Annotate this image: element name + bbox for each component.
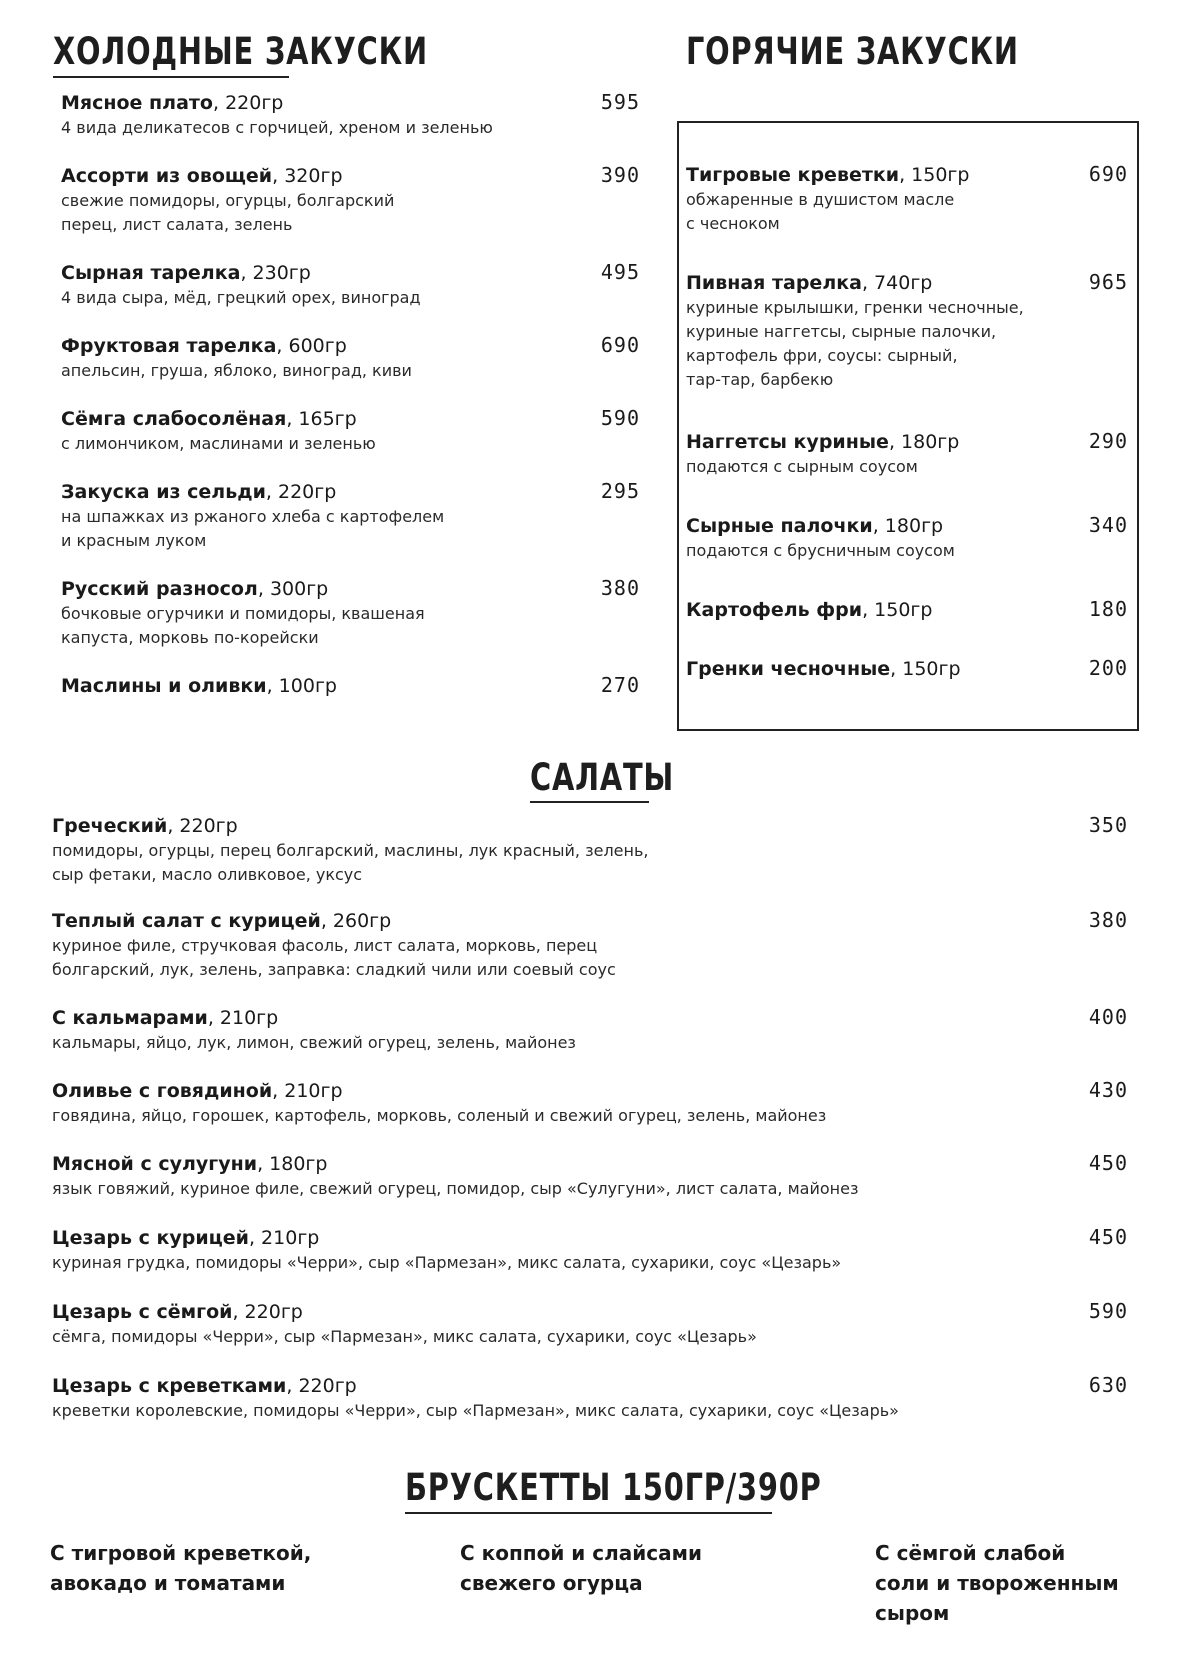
- bruschetta-item-line: сыром: [875, 1601, 950, 1625]
- menu-item-description: подаются с брусничным соусом: [686, 541, 955, 560]
- cold-menu-item: [61, 407, 376, 456]
- menu-item-description: подаются с сырным соусом: [686, 457, 918, 476]
- menu-item-description: апельсин, груша, яблоко, виноград, киви: [61, 361, 412, 380]
- bruschetta-item: [50, 1538, 311, 1598]
- menu-item-description: сёмга, помидоры «Черри», сыр «Пармезан», микс салата, сухарики, соус «Цезарь»: [52, 1327, 757, 1346]
- menu-item-description: картофель фри, соусы: сырный,: [686, 346, 958, 365]
- menu-item-name: Сырные палочки: [686, 515, 873, 537]
- menu-item-name: Греческий: [52, 815, 168, 837]
- cold-menu-item: [61, 164, 394, 237]
- bruschetta-item-line: С сёмгой слабой: [875, 1541, 1066, 1565]
- menu-item-description: куриное филе, стручковая фасоль, лист салата, морковь, перец: [52, 936, 598, 955]
- menu-item-name: Оливье с говядиной: [52, 1080, 273, 1102]
- menu-item-description: куриная грудка, помидоры «Черри», сыр «Пармезан», микс салата, сухарики, соус «Цезарь»: [52, 1253, 842, 1272]
- menu-item-name: Сёмга слабосолёная: [61, 408, 287, 430]
- menu-item-price: 295: [600, 479, 640, 503]
- menu-item-weight: , 180гр: [257, 1153, 328, 1175]
- menu-item-description: обжаренные в душистом масле: [686, 190, 955, 209]
- menu-item-price: 595: [600, 90, 640, 114]
- menu-item-price: 380: [600, 576, 640, 600]
- cold-menu-item: [61, 674, 337, 699]
- menu-item-title: [52, 909, 616, 934]
- menu-item-price: 180: [1088, 597, 1128, 621]
- salads-menu-item: [52, 1079, 826, 1128]
- bruschetta-item-line: С тигровой креветкой,: [50, 1541, 312, 1565]
- menu-item-price: 690: [1088, 162, 1128, 186]
- salads-menu-item: [52, 1300, 757, 1349]
- menu-item-description: и красным луком: [61, 531, 207, 550]
- menu-item-description: с чесноком: [686, 214, 780, 233]
- salads-menu-item: [52, 1226, 841, 1275]
- cold-heading-underline: [53, 76, 289, 78]
- menu-item-description: тар-тар, барбекю: [686, 370, 834, 389]
- menu-item-name: Цезарь с креветками: [52, 1375, 287, 1397]
- menu-item-name: Гренки чесночные: [686, 658, 891, 680]
- bruschetta-heading-underline: [405, 1512, 772, 1514]
- menu-item-weight: , 210гр: [272, 1080, 343, 1102]
- menu-item-title: [61, 261, 421, 286]
- cold-menu-item: [61, 577, 425, 650]
- cold-menu-item: [61, 91, 493, 140]
- menu-item-name: Русский разносол: [61, 578, 258, 600]
- salads-heading: САЛАТЫ: [530, 756, 675, 799]
- menu-item-weight: , 210гр: [248, 1227, 320, 1249]
- menu-item-name: Закуска из сельди: [61, 481, 266, 503]
- menu-item-price: 965: [1088, 270, 1128, 294]
- menu-item-weight: , 150гр: [899, 164, 970, 186]
- menu-item-price: 270: [600, 673, 640, 697]
- menu-item-name: Мясное плато: [61, 92, 213, 114]
- cold-heading: ХОЛОДНЫЕ ЗАКУСКИ: [53, 30, 428, 73]
- menu-item-description: с лимончиком, маслинами и зеленью: [61, 434, 376, 453]
- menu-item-description: язык говяжий, куриное филе, свежий огурец, помидор, сыр «Сулугуни», лист салата, майонез: [52, 1179, 859, 1198]
- menu-item-weight: , 320гр: [272, 165, 343, 187]
- menu-item-name: Ассорти из овощей: [61, 165, 273, 187]
- menu-item-weight: , 740гр: [861, 272, 933, 294]
- menu-item-description: на шпажках из ржаного хлеба с картофелем: [61, 507, 445, 526]
- hot-heading: ГОРЯЧИЕ ЗАКУСКИ: [686, 30, 1019, 73]
- salads-menu-item: [52, 814, 649, 887]
- menu-item-title: [52, 1226, 841, 1251]
- menu-item-title: [61, 91, 493, 116]
- menu-item-name: С кальмарами: [52, 1007, 208, 1029]
- bruschetta-heading: БРУСКЕТТЫ 150ГР/390Р: [405, 1466, 822, 1509]
- menu-item-title: [61, 674, 337, 699]
- menu-item-title: [686, 514, 955, 539]
- menu-item-weight: , 220гр: [232, 1301, 303, 1323]
- menu-item-weight: , 210гр: [207, 1007, 279, 1029]
- menu-item-title: [686, 271, 1024, 296]
- menu-item-title: [61, 164, 394, 189]
- menu-item-title: [52, 814, 649, 839]
- menu-item-price: 380: [1088, 908, 1128, 932]
- menu-item-name: Мясной с сулугуни: [52, 1153, 258, 1175]
- menu-item-title: [61, 334, 412, 359]
- menu-item-price: 340: [1088, 513, 1128, 537]
- menu-item-description: болгарский, лук, зелень, заправка: сладкий чили или соевый соус: [52, 960, 616, 979]
- menu-item-title: [61, 407, 376, 432]
- menu-item-description: куриные наггетсы, сырные палочки,: [686, 322, 997, 341]
- menu-item-price: 590: [600, 406, 640, 430]
- menu-item-weight: , 165гр: [286, 408, 357, 430]
- menu-item-price: 450: [1088, 1225, 1128, 1249]
- salads-menu-item: [52, 1152, 858, 1201]
- menu-item-price: 450: [1088, 1151, 1128, 1175]
- bruschetta-item: [875, 1538, 1119, 1628]
- bruschetta-item-line: соли и твороженным: [875, 1571, 1119, 1595]
- menu-item-title: [52, 1152, 858, 1177]
- bruschetta-item-line: авокадо и томатами: [50, 1571, 286, 1595]
- bruschetta-item-line: свежего огурца: [460, 1571, 643, 1595]
- menu-item-name: Цезарь с сёмгой: [52, 1301, 233, 1323]
- cold-menu-item: [61, 334, 412, 383]
- menu-item-title: [52, 1300, 757, 1325]
- bruschetta-item-line: С коппой и слайсами: [460, 1541, 703, 1565]
- menu-item-weight: , 180гр: [888, 431, 960, 453]
- menu-item-title: [52, 1006, 576, 1031]
- menu-item-description: 4 вида сыра, мёд, грецкий орех, виноград: [61, 288, 421, 307]
- hot-menu-item: [686, 163, 969, 236]
- salads-menu-item: [52, 909, 616, 982]
- bruschetta-item: [460, 1538, 702, 1598]
- menu-item-name: Цезарь с курицей: [52, 1227, 249, 1249]
- menu-item-description: бочковые огурчики и помидоры, квашеная: [61, 604, 425, 623]
- menu-item-description: капуста, морковь по-корейски: [61, 628, 319, 647]
- menu-item-price: 495: [600, 260, 640, 284]
- menu-item-price: 390: [600, 163, 640, 187]
- menu-item-weight: , 220гр: [286, 1375, 357, 1397]
- menu-item-title: [52, 1374, 899, 1399]
- menu-item-weight: , 230гр: [240, 262, 311, 284]
- menu-item-name: Теплый салат с курицей: [52, 910, 321, 932]
- menu-item-name: Сырная тарелка: [61, 262, 241, 284]
- menu-item-weight: , 150гр: [890, 658, 961, 680]
- menu-item-name: Фруктовая тарелка: [61, 335, 277, 357]
- menu-item-description: куриные крылышки, гренки чесночные,: [686, 298, 1024, 317]
- cold-menu-item: [61, 480, 444, 553]
- menu-item-name: Маслины и оливки: [61, 675, 267, 697]
- menu-item-weight: , 220гр: [167, 815, 238, 837]
- hot-menu-item: [686, 514, 955, 563]
- salads-heading-underline: [530, 801, 649, 803]
- menu-item-weight: , 220гр: [212, 92, 284, 114]
- menu-item-description: помидоры, огурцы, перец болгарский, маслины, лук красный, зелень,: [52, 841, 649, 860]
- menu-item-description: говядина, яйцо, горошек, картофель, морковь, соленый и свежий огурец, зелень, майонез: [52, 1106, 827, 1125]
- salads-menu-item: [52, 1006, 576, 1055]
- menu-item-title: [61, 577, 425, 602]
- menu-item-name: Наггетсы куриные: [686, 431, 889, 453]
- menu-item-weight: , 100гр: [266, 675, 337, 697]
- menu-item-weight: , 260гр: [320, 910, 392, 932]
- menu-item-price: 630: [1088, 1373, 1128, 1397]
- menu-item-name: Тигровые креветки: [686, 164, 900, 186]
- menu-item-price: 400: [1088, 1005, 1128, 1029]
- hot-menu-item: [686, 598, 932, 623]
- menu-item-price: 290: [1088, 429, 1128, 453]
- hot-menu-item: [686, 657, 961, 682]
- menu-item-description: перец, лист салата, зелень: [61, 215, 293, 234]
- menu-item-description: креветки королевские, помидоры «Черри», сыр «Пармезан», микс салата, сухарики, соус «Цезарь»: [52, 1401, 899, 1420]
- menu-item-name: Пивная тарелка: [686, 272, 862, 294]
- menu-item-weight: , 600гр: [276, 335, 347, 357]
- menu-item-title: [686, 430, 959, 455]
- menu-item-name: Картофель фри: [686, 599, 863, 621]
- menu-item-description: сыр фетаки, масло оливковое, уксус: [52, 865, 363, 884]
- menu-item-price: 350: [1088, 813, 1128, 837]
- menu-item-weight: , 220гр: [265, 481, 337, 503]
- menu-item-description: свежие помидоры, огурцы, болгарский: [61, 191, 395, 210]
- menu-item-description: кальмары, яйцо, лук, лимон, свежий огурец, зелень, майонез: [52, 1033, 576, 1052]
- menu-item-weight: , 150гр: [862, 599, 933, 621]
- menu-item-price: 200: [1088, 656, 1128, 680]
- salads-menu-item: [52, 1374, 899, 1423]
- menu-item-weight: , 300гр: [257, 578, 329, 600]
- cold-menu-item: [61, 261, 421, 310]
- menu-item-title: [52, 1079, 826, 1104]
- menu-item-title: [61, 480, 444, 505]
- menu-item-title: [686, 657, 961, 682]
- menu-item-price: 430: [1088, 1078, 1128, 1102]
- menu-item-weight: , 180гр: [872, 515, 944, 537]
- menu-item-title: [686, 163, 969, 188]
- hot-menu-item: [686, 430, 959, 479]
- menu-item-price: 590: [1088, 1299, 1128, 1323]
- menu-item-title: [686, 598, 932, 623]
- menu-item-price: 690: [600, 333, 640, 357]
- menu-item-description: 4 вида деликатесов с горчицей, хреном и зеленью: [61, 118, 493, 137]
- hot-menu-item: [686, 271, 1024, 392]
